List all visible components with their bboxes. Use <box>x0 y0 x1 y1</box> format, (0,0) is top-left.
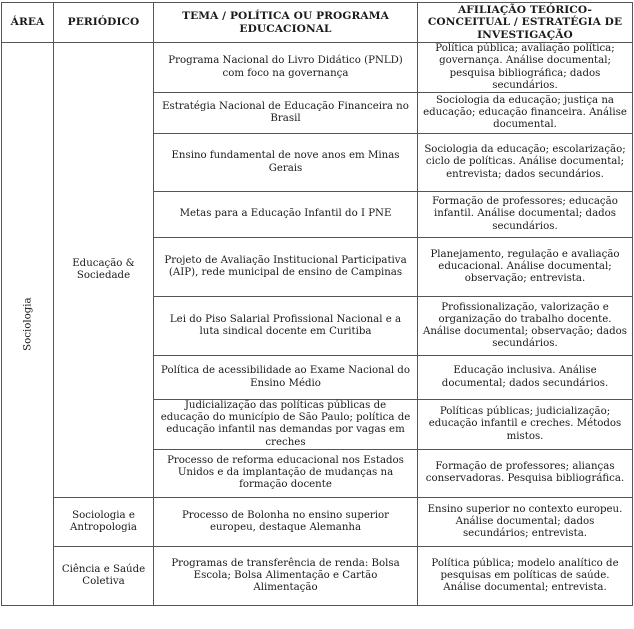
header-afiliacao: AFILIAÇÃO TEÓRICO-CONCEITUAL / ESTRATÉGIA DE INVESTIGAÇÃO <box>418 3 633 43</box>
periodico-cell: Ciência e Saúde Coletiva <box>54 546 154 605</box>
header-row <box>2 3 633 43</box>
area-cell <box>2 43 54 606</box>
afiliacao-cell: Ensino superior no contexto europeu. Análise documental; dados secundários; entrevista. <box>418 497 633 546</box>
header-tema: TEMA / POLÍTICA OU PROGRAMA EDUCACIONAL <box>154 3 418 43</box>
periodico-cell: Sociologia e Antropologia <box>54 497 154 546</box>
header-area: ÁREA <box>2 3 54 43</box>
tema-cell: Lei do Piso Salarial Profissional Nacional e a luta sindical docente em Curitiba <box>154 297 418 356</box>
afiliacao-cell: Políticas públicas; judicialização; educação infantil e creches. Métodos mistos. <box>418 400 633 450</box>
policies-table <box>1 2 633 606</box>
afiliacao-cell: Planejamento, regulação e avaliação educacional. Análise documental; observação; entrevista. <box>418 238 633 297</box>
tema-cell: Política de acessibilidade ao Exame Nacional do Ensino Médio <box>154 356 418 400</box>
area-label: Sociologia <box>22 297 34 351</box>
afiliacao-cell: Educação inclusiva. Análise documental; dados secundários. <box>418 356 633 400</box>
periodico-cell: Educação & Sociedade <box>54 43 154 498</box>
tema-cell: Ensino fundamental de nove anos em Minas Gerais <box>154 134 418 192</box>
table-row <box>2 546 633 605</box>
tema-cell: Estratégia Nacional de Educação Financeira no Brasil <box>154 93 418 134</box>
table-row <box>2 43 633 93</box>
tema-cell: Projeto de Avaliação Institucional Participativa (AIP), rede municipal de ensino de Campinas <box>154 238 418 297</box>
tema-cell: Programa Nacional do Livro Didático (PNLD) com foco na governança <box>154 43 418 93</box>
table-row <box>2 497 633 546</box>
tema-cell: Metas para a Educação Infantil do I PNE <box>154 192 418 238</box>
header-periodico: PERIÓDICO <box>54 3 154 43</box>
afiliacao-cell: Sociologia da educação; escolarização; ciclo de políticas. Análise documental; entrevista; dados secundários. <box>418 134 633 192</box>
afiliacao-cell: Política pública; modelo analítico de pesquisas em políticas de saúde. Análise documental; entrevista. <box>418 546 633 605</box>
afiliacao-cell: Formação de professores; alianças conservadoras. Pesquisa bibliográfica. <box>418 449 633 497</box>
afiliacao-cell: Formação de professores; educação infantil. Análise documental; dados secundários. <box>418 192 633 238</box>
tema-cell: Processo de Bolonha no ensino superior europeu, destaque Alemanha <box>154 497 418 546</box>
tema-cell: Judicialização das políticas públicas de educação do município de São Paulo; política de educação infantil nas demandas por vagas em creches <box>154 400 418 450</box>
afiliacao-cell: Sociologia da educação; justiça na educação; educação financeira. Análise documental. <box>418 93 633 134</box>
tema-cell: Processo de reforma educacional nos Estados Unidos e da implantação de mudanças na formação docente <box>154 449 418 497</box>
afiliacao-cell: Profissionalização, valorização e organização do trabalho docente. Análise documental; observação; dados secundários. <box>418 297 633 356</box>
tema-cell: Programas de transferência de renda: Bolsa Escola; Bolsa Alimentação e Cartão Alimentação <box>154 546 418 605</box>
afiliacao-cell: Política pública; avaliação política; governança. Análise documental; pesquisa bibliográfica; dados secundários. <box>418 43 633 93</box>
